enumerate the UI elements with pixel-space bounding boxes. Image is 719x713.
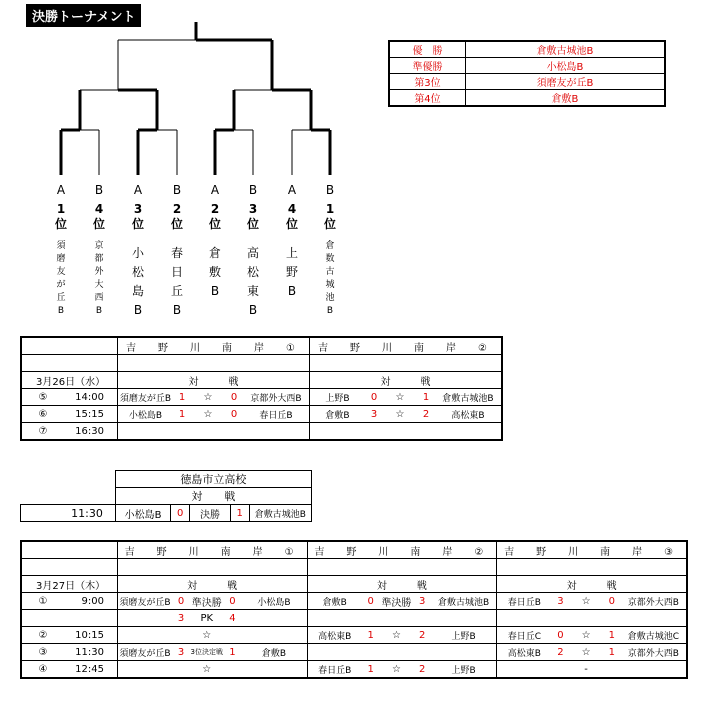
home-score: 0 [365, 389, 383, 406]
final-venue-row [21, 471, 312, 488]
final-away-score: 1 [230, 505, 249, 522]
team-name: 京 都 外 大 西 B [94, 241, 104, 316]
match-label: - [569, 661, 603, 679]
team-rank-num: 4 [287, 202, 297, 216]
team-entry [49, 178, 73, 318]
match-row [21, 423, 502, 441]
away-team [431, 610, 497, 627]
team-rank-num: 2 [210, 202, 220, 216]
vs-header: 対 戦 [118, 372, 310, 389]
away-team [435, 423, 502, 441]
away-team: 上野B [431, 661, 497, 679]
team-rank [280, 202, 304, 232]
home-score: 3 [172, 610, 190, 627]
match-label [383, 423, 417, 441]
away-score: 2 [417, 406, 435, 423]
away-team: 京都外大西B [243, 389, 310, 406]
venue-header-row [21, 541, 687, 559]
team-name: 須 磨 友 が 丘 B [56, 241, 66, 316]
match-date: 3月27日（木） [21, 576, 117, 593]
schedule-day2 [20, 540, 688, 679]
match-row [21, 610, 687, 627]
team-rank-label: 位 [92, 217, 105, 231]
match-label [569, 610, 603, 627]
home-score: 3 [365, 406, 383, 423]
match-number: ③ [38, 646, 48, 658]
team-name: 春 日 丘 B [170, 246, 183, 317]
away-score [603, 610, 621, 627]
corner-cell [21, 559, 117, 576]
team-rank-label: 位 [170, 217, 183, 231]
home-score [362, 610, 380, 627]
home-team [117, 627, 172, 644]
venue-name: 吉 野 川 南 岸 ③ [497, 541, 687, 559]
team-rank-num: 4 [94, 202, 104, 216]
match-label [380, 610, 414, 627]
final-vs-row [21, 488, 312, 505]
team-rank-num: 1 [325, 202, 335, 216]
result-place: 第4位 [389, 90, 466, 107]
result-place: 準優勝 [389, 58, 466, 74]
team-name: 倉 敷 B [208, 246, 221, 298]
team-group: A [133, 183, 143, 197]
team-group: B [325, 183, 335, 197]
corner-cell [21, 541, 117, 559]
match-slot [21, 627, 117, 644]
home-team: 須磨友が丘B [117, 593, 172, 610]
corner-cell [21, 337, 118, 355]
away-score: 1 [224, 644, 242, 661]
team-rank-num: 3 [133, 202, 143, 216]
match-slot [21, 423, 118, 441]
team-rank [241, 202, 265, 232]
result-team: 倉敷古城池B [466, 41, 666, 58]
away-team: 倉敷古城池B [431, 593, 497, 610]
match-time: 10:15 [75, 629, 104, 641]
team-name: 上 野 B [285, 246, 298, 298]
home-score [362, 644, 380, 661]
team-rank-label: 位 [285, 217, 298, 231]
team-rank-label: 位 [131, 217, 144, 231]
match-time: 12:45 [75, 663, 104, 675]
match-label: ☆ [191, 389, 225, 406]
vs-header: 対 戦 [117, 576, 307, 593]
result-row [389, 58, 665, 74]
vs-header: 対 戦 [307, 576, 497, 593]
venue-name: 吉 野 川 南 岸 ① [117, 541, 307, 559]
match-row [21, 593, 687, 610]
venue-name: 吉 野 川 南 岸 ① [118, 337, 310, 355]
away-team: 春日丘B [243, 406, 310, 423]
final-away: 倉敷古城池B [249, 505, 311, 522]
home-score: 1 [173, 389, 191, 406]
final-match-table [20, 470, 312, 522]
team-rank [203, 202, 227, 232]
result-row [389, 90, 665, 107]
team-entry [126, 178, 150, 320]
away-score [225, 423, 243, 441]
home-score [173, 423, 191, 441]
home-score: 0 [362, 593, 380, 610]
home-score: 1 [362, 627, 380, 644]
home-score: 1 [362, 661, 380, 679]
away-team [621, 661, 687, 679]
match-label: ☆ [191, 406, 225, 423]
team-rank-label: 位 [208, 217, 221, 231]
away-score [413, 644, 431, 661]
final-home-score: 0 [171, 505, 190, 522]
match-label: 準決勝 [190, 593, 224, 610]
corner-cell [21, 355, 118, 372]
home-team: 上野B [310, 389, 366, 406]
away-score [224, 627, 242, 644]
match-label: 準決勝 [380, 593, 414, 610]
match-number: ⑤ [38, 391, 48, 403]
home-team [117, 610, 172, 627]
team-rank [165, 202, 189, 232]
match-label [380, 644, 414, 661]
away-team [431, 644, 497, 661]
spacer-cell [118, 355, 310, 372]
team-rank-num: 1 [56, 202, 66, 216]
away-score: 3 [413, 593, 431, 610]
corner-cell [21, 488, 116, 505]
match-slot [21, 661, 117, 679]
away-team [241, 661, 307, 679]
match-time: 11:30 [75, 646, 104, 658]
home-team [497, 661, 552, 679]
home-team [117, 661, 172, 679]
match-time: 14:00 [75, 391, 104, 403]
away-score [413, 610, 431, 627]
away-score: 1 [417, 389, 435, 406]
match-label: ☆ [380, 661, 414, 679]
home-team [310, 423, 366, 441]
result-team: 須磨友が丘B [466, 74, 666, 90]
away-score: 4 [224, 610, 242, 627]
team-rank [87, 202, 111, 232]
home-score [551, 610, 569, 627]
result-team: 小松島B [466, 58, 666, 74]
spacer-row [21, 559, 687, 576]
away-team: 倉敷古城池C [621, 627, 687, 644]
match-slot [21, 389, 118, 406]
team-rank [49, 202, 73, 232]
corner-cell [21, 471, 116, 488]
result-team: 倉敷B [466, 90, 666, 107]
away-team [621, 610, 687, 627]
team-group: A [287, 183, 297, 197]
match-number: ⑥ [38, 408, 48, 420]
home-score [172, 627, 190, 644]
team-rank-label: 位 [54, 217, 67, 231]
match-label: PK [190, 610, 224, 627]
home-score: 3 [551, 593, 569, 610]
vs-header: 対 戦 [310, 372, 503, 389]
match-label: 3位決定戦 [190, 644, 224, 661]
team-rank [318, 202, 342, 232]
home-team: 春日丘C [497, 627, 552, 644]
away-score: 0 [225, 389, 243, 406]
home-score [172, 661, 190, 679]
team-entry [318, 178, 342, 318]
match-label: ☆ [383, 389, 417, 406]
spacer-cell [307, 559, 497, 576]
home-score [365, 423, 383, 441]
result-place: 第3位 [389, 74, 466, 90]
match-slot [21, 644, 117, 661]
away-team: 京都外大西B [621, 644, 687, 661]
match-slot [21, 406, 118, 423]
team-rank-label: 位 [246, 217, 259, 231]
team-entry [87, 178, 111, 318]
team-entry [241, 178, 265, 320]
team-name: 高 松 東 B [246, 246, 259, 317]
final-label: 決勝 [190, 505, 231, 522]
match-slot [21, 593, 117, 610]
team-entry [203, 178, 227, 301]
home-score: 2 [551, 644, 569, 661]
match-row [21, 389, 502, 406]
match-label: ☆ [569, 593, 603, 610]
match-label: ☆ [383, 406, 417, 423]
match-label: ☆ [569, 627, 603, 644]
match-label: ☆ [190, 627, 224, 644]
match-row [21, 406, 502, 423]
match-slot [21, 610, 117, 627]
away-score [603, 661, 621, 679]
schedule-day1 [20, 336, 503, 441]
home-team: 倉敷B [310, 406, 366, 423]
home-team: 須磨友が丘B [117, 644, 172, 661]
team-group: B [94, 183, 104, 197]
team-group: B [248, 183, 258, 197]
home-score: 0 [551, 627, 569, 644]
match-date: 3月26日（水） [21, 372, 118, 389]
home-team: 春日丘B [497, 593, 552, 610]
final-home: 小松島B [115, 505, 170, 522]
date-row [21, 372, 502, 389]
away-score: 0 [224, 593, 242, 610]
team-rank-label: 位 [323, 217, 336, 231]
venue-header-row [21, 337, 502, 355]
away-score [224, 661, 242, 679]
home-team: 高松東B [307, 627, 362, 644]
final-venue: 徳島市立高校 [115, 471, 311, 488]
match-row [21, 627, 687, 644]
away-team: 上野B [431, 627, 497, 644]
home-score: 1 [173, 406, 191, 423]
page-title: 決勝トーナメント [26, 4, 141, 27]
result-row [389, 41, 665, 58]
spacer-row [21, 355, 502, 372]
result-place: 優 勝 [389, 41, 466, 58]
away-team: 倉敷古城池B [435, 389, 502, 406]
away-score: 1 [603, 627, 621, 644]
home-team: 須磨友が丘B [118, 389, 174, 406]
venue-name: 吉 野 川 南 岸 ② [310, 337, 503, 355]
home-team [307, 610, 362, 627]
away-score: 2 [413, 661, 431, 679]
match-number: ① [38, 595, 48, 607]
home-team: 小松島B [118, 406, 174, 423]
home-score: 3 [172, 644, 190, 661]
team-entry [165, 178, 189, 320]
team-rank [126, 202, 150, 232]
match-number: ② [38, 629, 48, 641]
team-name: 倉 数 古 城 池 B [325, 241, 335, 316]
match-label: ☆ [380, 627, 414, 644]
match-label [191, 423, 225, 441]
home-score: 0 [172, 593, 190, 610]
away-score: 1 [603, 644, 621, 661]
home-team: 春日丘B [307, 661, 362, 679]
home-team: 高松東B [497, 644, 552, 661]
match-time: 16:30 [75, 425, 104, 437]
match-time: 15:15 [75, 408, 104, 420]
away-team [241, 627, 307, 644]
away-team [241, 610, 307, 627]
team-entry [280, 178, 304, 301]
away-score: 2 [413, 627, 431, 644]
home-score [551, 661, 569, 679]
team-group: A [56, 183, 66, 197]
match-number: ④ [38, 663, 48, 675]
spacer-cell [310, 355, 503, 372]
match-label: ☆ [569, 644, 603, 661]
away-team: 倉敷B [241, 644, 307, 661]
final-match-row [21, 505, 312, 522]
away-team: 小松島B [241, 593, 307, 610]
result-row [389, 74, 665, 90]
match-row [21, 661, 687, 679]
match-label: ☆ [190, 661, 224, 679]
away-team: 京都外大西B [621, 593, 687, 610]
away-team [243, 423, 310, 441]
vs-header: 対 戦 [497, 576, 687, 593]
away-team: 高松東B [435, 406, 502, 423]
team-name: 小 松 島 B [131, 246, 144, 317]
results-table [388, 40, 666, 107]
away-score [417, 423, 435, 441]
spacer-cell [117, 559, 307, 576]
team-group: A [210, 183, 220, 197]
home-team [307, 644, 362, 661]
away-score: 0 [603, 593, 621, 610]
home-team [497, 610, 552, 627]
team-group: B [172, 183, 182, 197]
team-rank-num: 3 [248, 202, 258, 216]
match-time: 9:00 [81, 595, 104, 607]
home-team: 倉敷B [307, 593, 362, 610]
match-number: ⑦ [38, 425, 48, 437]
final-vs: 対 戦 [115, 488, 311, 505]
spacer-cell [497, 559, 687, 576]
home-team [118, 423, 174, 441]
final-time: 11:30 [21, 505, 116, 522]
away-score: 0 [225, 406, 243, 423]
venue-name: 吉 野 川 南 岸 ② [307, 541, 497, 559]
match-row [21, 644, 687, 661]
date-row [21, 576, 687, 593]
team-rank-num: 2 [172, 202, 182, 216]
